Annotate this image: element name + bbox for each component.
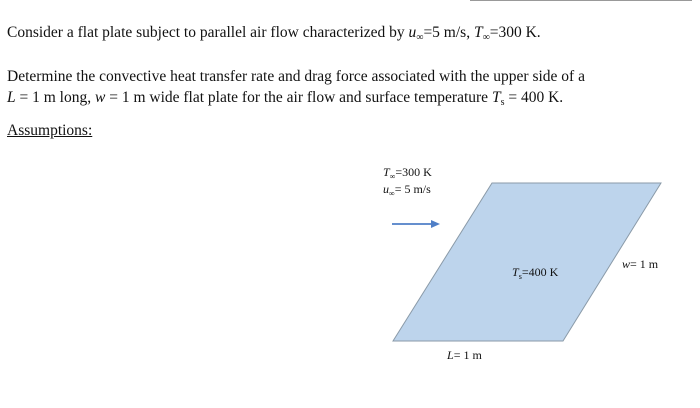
assumptions-heading: Assumptions: bbox=[7, 122, 93, 139]
plate-width-label: w= 1 m bbox=[622, 257, 659, 271]
free-stream-velocity-label: $u_\infty= 5$ m/s bbox=[383, 182, 431, 198]
task-line-2: L = 1 m long, w = 1 m wide flat plate for the air flow and surface temperature $T_s = 400$ K. bbox=[7, 89, 564, 108]
task-line-1: Determine the convective heat transfer rate and drag force associated with the upper side of a bbox=[7, 68, 585, 85]
flat-plate bbox=[393, 183, 661, 341]
problem-intro: Consider a flat plate subject to parallel air flow characterized by $u_\infty=5$ m/s, $T_\infty=300$ K. bbox=[7, 24, 541, 43]
free-stream-temperature-label: $T_\infty=300$ K bbox=[383, 165, 432, 181]
surface-temperature-label: $T_s=400$ K bbox=[512, 265, 559, 281]
flow-arrow-icon bbox=[392, 220, 440, 228]
plate-length-label: L= 1 m bbox=[447, 348, 482, 362]
